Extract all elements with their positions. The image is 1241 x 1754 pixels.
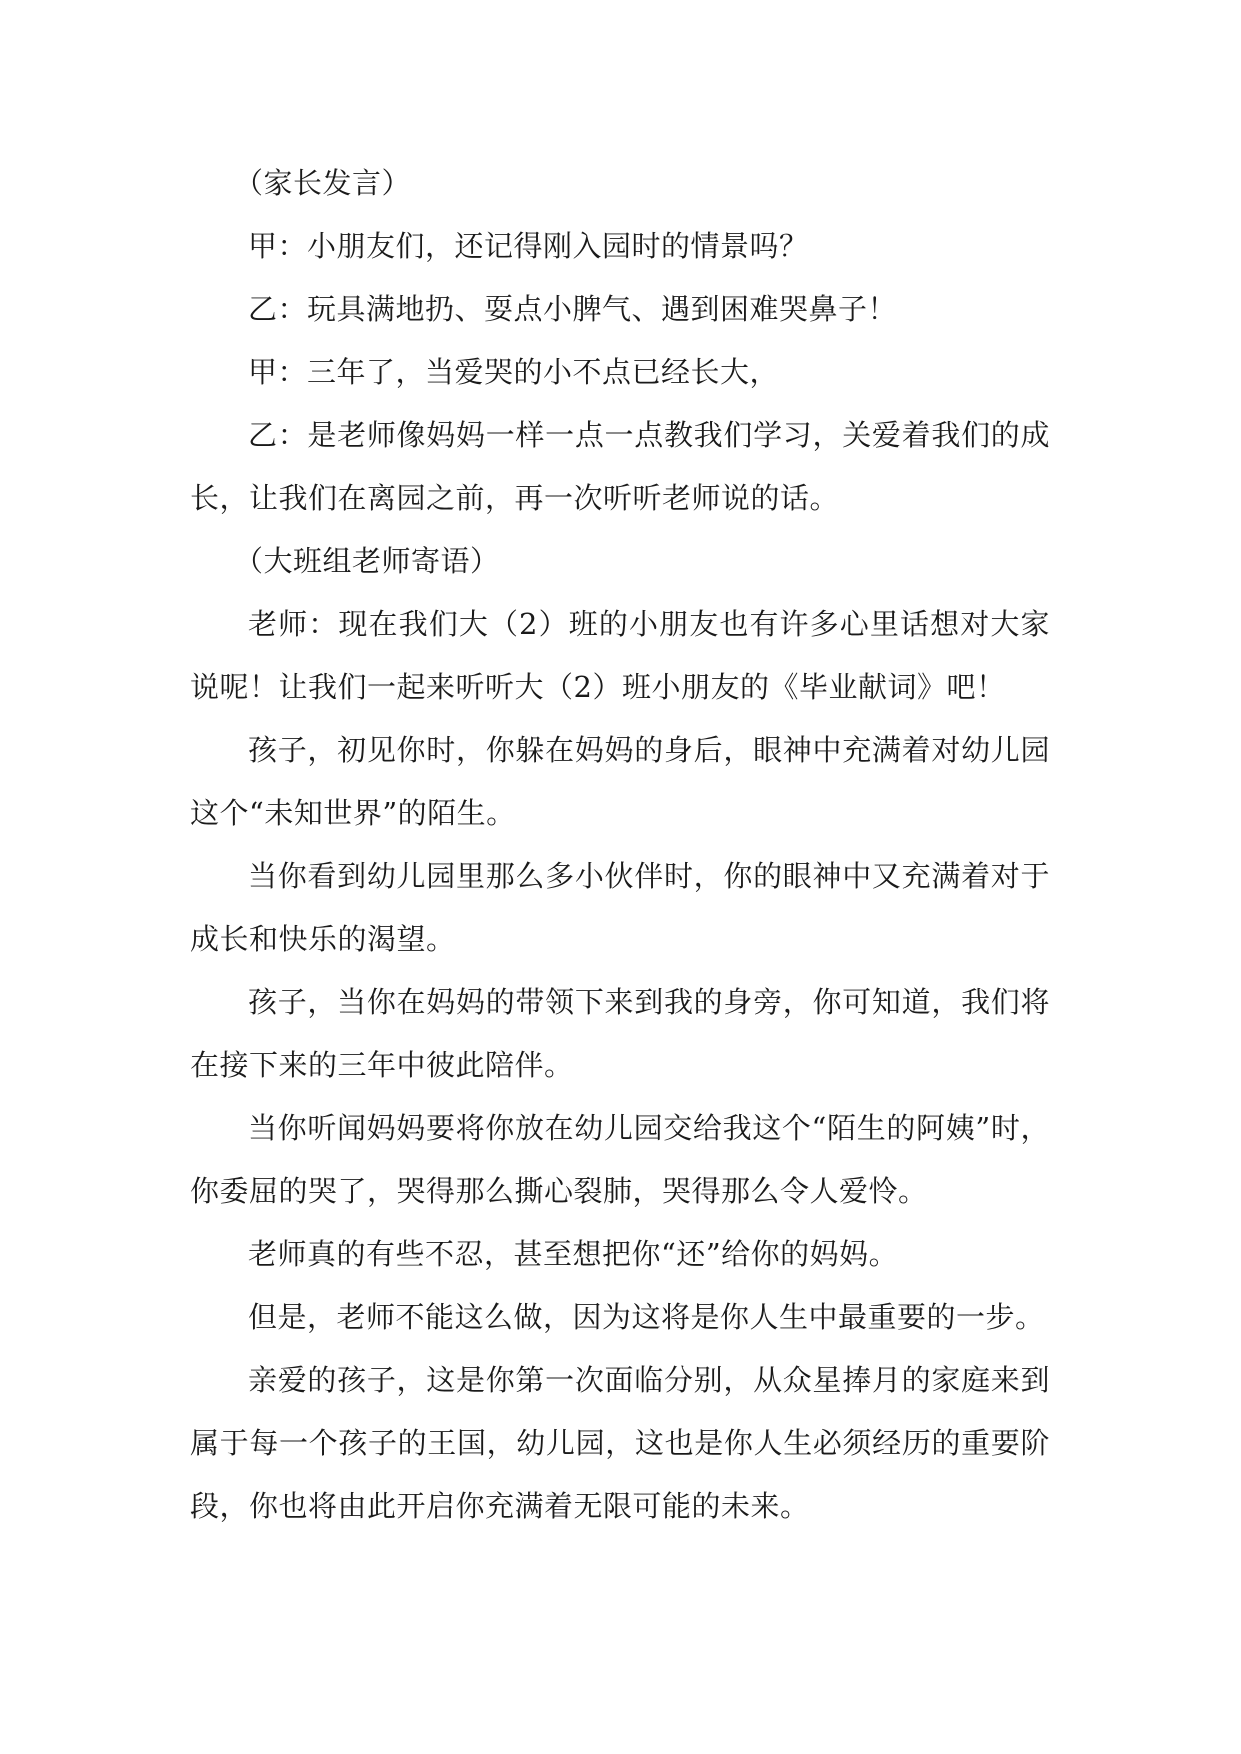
body-paragraph: 亲爱的孩子，这是你第一次面临分别，从众星捧月的家庭来到属于每一个孩子的王国，幼儿园，这也是你人生必须经历的重要阶段，你也将由此开启你充满着无限可能的未来。: [190, 1363, 1050, 1523]
dialogue-line: 甲：小朋友们，还记得刚入园时的情景吗？: [248, 229, 809, 263]
body-paragraph: 孩子，初见你时，你躲在妈妈的身后，眼神中充满着对幼儿园这个“未知世界”的陌生。: [190, 733, 1050, 830]
dialogue-line: 乙：玩具满地扔、耍点小脾气、遇到困难哭鼻子！: [248, 292, 898, 326]
stage-direction-teacher-message: （大班组老师寄语）: [234, 544, 500, 578]
dialogue-line: 乙：是老师像妈妈一样一点一点教我们学习，关爱着我们的成长，让我们在离园之前，再一次听听老师说的话。: [190, 418, 1050, 515]
stage-direction-parent-speech: （家长发言）: [234, 166, 412, 200]
body-paragraph: 老师真的有些不忍，甚至想把你“还”给你的妈妈。: [248, 1237, 899, 1271]
dialogue-line: 老师：现在我们大（2）班的小朋友也有许多心里话想对大家说呢！让我们一起来听听大（2）班小朋友的《毕业献词》吧！: [190, 607, 1050, 704]
body-paragraph: 当你听闻妈妈要将你放在幼儿园交给我这个“陌生的阿姨”时，你委屈的哭了，哭得那么撕心裂肺，哭得那么令人爱怜。: [190, 1111, 1050, 1208]
body-paragraph: 但是，老师不能这么做，因为这将是你人生中最重要的一步。: [248, 1300, 1045, 1334]
body-paragraph: 当你看到幼儿园里那么多小伙伴时，你的眼神中又充满着对于成长和快乐的渴望。: [190, 859, 1050, 956]
dialogue-line: 甲：三年了，当爱哭的小不点已经长大，: [248, 355, 780, 389]
body-paragraph: 孩子，当你在妈妈的带领下来到我的身旁，你可知道，我们将在接下来的三年中彼此陪伴。: [190, 985, 1050, 1082]
document-body: [190, 152, 1050, 1538]
